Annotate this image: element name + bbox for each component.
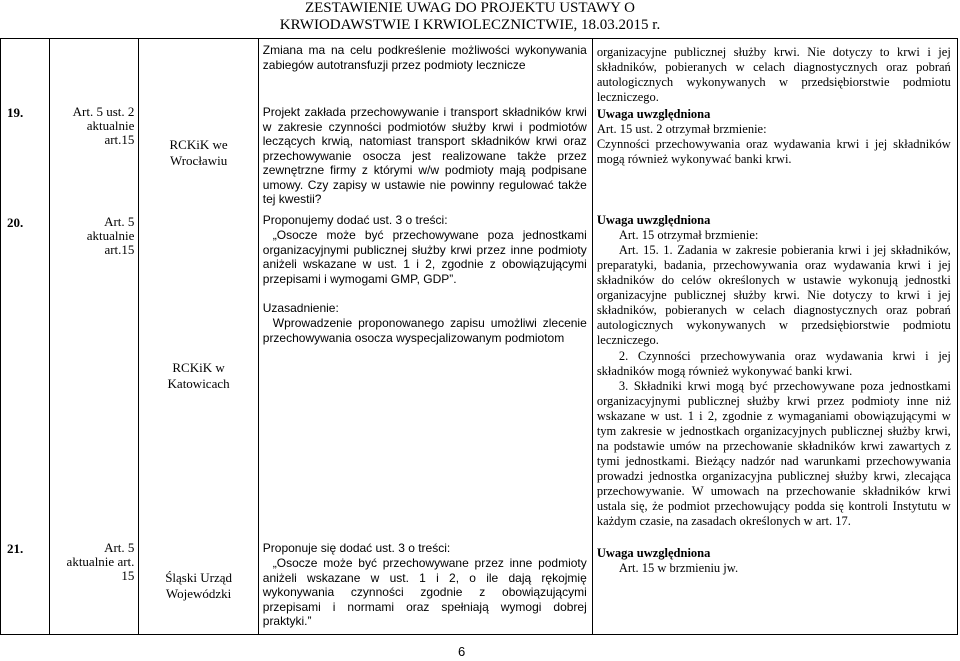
header-line-1: ZESTAWIENIE UWAG DO PROJEKTU USTAWY O: [304, 0, 635, 16]
response-accepted-label-2: Uwaga uwzględniona: [596, 213, 711, 227]
header-line-2: KRWIODAWSTWIE I KRWIOLECZNICTWIE, 18.03.2015 r.: [279, 17, 661, 33]
row-number-20: 20.: [7, 215, 24, 230]
column-organization: [139, 39, 258, 635]
response-art-15-ust-2: Art. 15 ust. 2 otrzymał brzmienie:: [596, 122, 767, 136]
proposal-add-para-3-text: „Osocze może być przechowywane poza jednostkami organizacyjnymi publicznej służby krwi przez inne podmioty aniżeli wskazane w ust. 1 i 2, zgodnie z obowiązującymi przepisami i wymogami GMP, GDP”.: [262, 228, 587, 286]
document-header: [260, 0, 680, 34]
proposal-autotransfusion: Zmiana ma na celu podkreślenie możliwości wykonywania zabiegów autotransfuzji przez podmioty lecznicze: [262, 43, 587, 72]
row-number-19: 19.: [7, 105, 24, 120]
response-art-15-para-1: Art. 15. 1. Zadania w zakresie pobierania krwi i jej składników, preparatyki, badania, przechowywania oraz wydawania krwi i jej składników do celów określonych w ustawie wykonują jednostki organizacyjne publicznej służby krwi. Nie dotyczy to krwi i jej składników, pobieranych w celach diagnostycznych oraz pobrań autologicznych wykonywanych w przedsiębiorstwie podmiotu leczniczego.: [596, 243, 951, 347]
page-number: 6: [458, 644, 466, 659]
article-ref-20: Art. 5 aktualnie art.15: [86, 214, 135, 257]
row-number-21: 21.: [7, 541, 24, 556]
article-ref-19: Art. 5 ust. 2 aktualnie art.15: [72, 104, 135, 147]
proposal-justification-text: Wprowadzenie proponowanego zapisu umożliwi zlecenie przechowywania osocza wyspecjalizowanym podmiotom: [262, 316, 587, 345]
proposal-transport-question: Projekt zakłada przechowywanie i transport składników krwi w zakresie czynności podmiotów służby krwi i podmiotów leczących krwią, natomiast transport składników krwi oraz przechowywanie osocza jest realizowane także przez zewnętrzne firmy z którymi w/w podmioty mają podpisane umowy. Czy zapisy w ustawie nie powinny regulować także tej kwestii?: [262, 105, 587, 206]
org-rckik-katowice: RCKiK w Katowicach: [167, 360, 230, 391]
response-art-15-para-3: 3. Składniki krwi mogą być przechowywane poza jednostkami organizacyjnymi publicznej służby krwi przez podmioty inne niż wskazane w ust. 1 i 2, zgodnie z wymaganiami obowiązującymi w tym zakresie w jednostkach organizacyjnych publicznej służby krwi, na podstawie umów na przechowanie składników krwi zawartych z tymi jednostkami. Bieżący nadzór nad warunkami przechowywania prowadzi jednostka organizacyjna publicznej służby krwi, zlecająca przechowywanie. W umowach na przechowanie składników krwi ustala się, że podmiot przechowujący podda się kontroli Instytutu w każdym czasie, na zasadach określonych w art. 17.: [596, 379, 951, 528]
proposal-slaski-text: „Osocze może być przechowywane przez inne podmioty aniżeli wskazane w ust. 1 i 2, o ile dają rękojmię wykonywania czynności zgodnie z obowiązującymi przepisami i normami oraz spełniają wymogi dobrej praktyki.”: [262, 556, 587, 628]
response-art-15-heading: Art. 15 otrzymał brzmienie:: [618, 228, 759, 242]
remarks-table: [0, 38, 958, 635]
org-slaski-urzad: Śląski Urząd Wojewódzki: [165, 570, 232, 601]
response-continued-text: organizacyjne publicznej służby krwi. Nie dotyczy to krwi i jej składników, pobieranych w celach diagnostycznych oraz pobrań autologicznych wykonywanych w przedsiębiorstwie podmiotu leczniczego.: [596, 45, 951, 104]
org-rckik-wroclaw: RCKiK we Wrocławiu: [169, 137, 228, 168]
proposal-justification-label: Uzasadnienie:: [262, 301, 339, 315]
column-number: [1, 39, 50, 635]
column-proposal: [258, 39, 592, 635]
column-article: [50, 39, 139, 635]
article-ref-21: Art. 5 aktualnie art. 15: [66, 540, 135, 583]
response-art-15-ust-2-body: Czynności przechowywania oraz wydawania krwi i jej składników mogą również wykonywać banki krwi.: [596, 137, 951, 166]
response-accepted-label-1: Uwaga uwzględniona: [596, 107, 711, 121]
response-art-15-as-above: Art. 15 w brzmieniu jw.: [618, 561, 739, 575]
response-accepted-label-3: Uwaga uwzględniona: [596, 546, 711, 560]
proposal-add-para-3-intro: Proponujemy dodać ust. 3 o treści:: [262, 213, 448, 227]
proposal-slaski-intro: Proponuje się dodać ust. 3 o treści:: [262, 541, 451, 555]
column-response: [592, 39, 957, 635]
response-art-15-para-2: 2. Czynności przechowywania oraz wydawania krwi i jej składników mogą również wykonywać banki krwi.: [596, 349, 951, 378]
